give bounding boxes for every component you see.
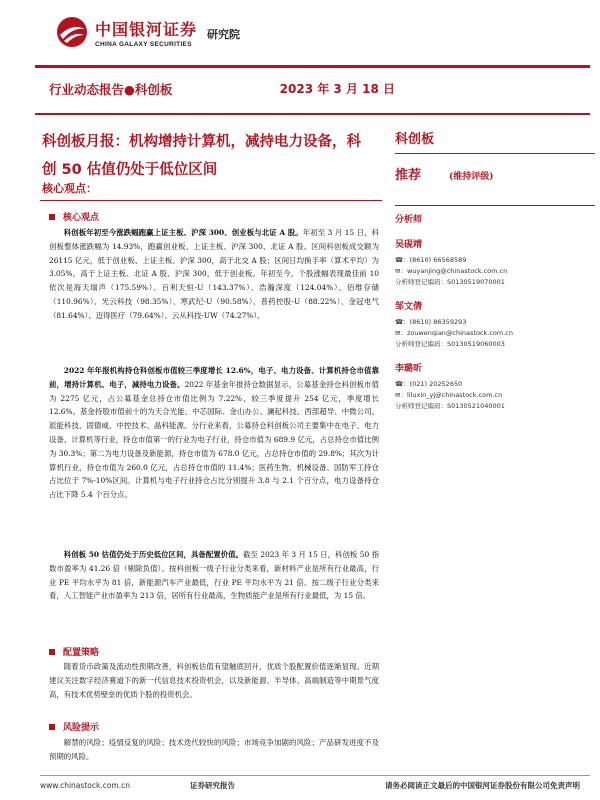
report-date: 2023 年 3 月 18 日 xyxy=(279,82,395,96)
section-title: 配置策略 xyxy=(63,648,100,658)
section-strategy-heading xyxy=(49,645,99,658)
section-core-heading xyxy=(49,210,99,223)
analyst-name: 吴砚靖 xyxy=(395,240,423,250)
galaxy-logo-icon xyxy=(55,15,89,49)
analyst-phone: ☎：(8610) 86359293 xyxy=(395,318,467,326)
logo-cn-text: 中国银河证券 xyxy=(95,19,198,39)
analyst-name: 李璐昕 xyxy=(395,364,423,374)
analyst-card xyxy=(395,237,595,287)
analyst-card xyxy=(395,299,595,349)
analyst-email[interactable]: ✉：wuyanjing@chinastock.com.cn xyxy=(395,267,508,275)
report-title: 科创板月报：机构增持计算机，减持电力设备，科创 50 估值仍处于低位区间 xyxy=(42,134,361,178)
analyst-cert: 分析师登记编码：S0130521040001 xyxy=(395,402,505,410)
section-risk-heading xyxy=(49,720,99,733)
rating-row xyxy=(395,153,595,183)
analyst-email[interactable]: ✉：liluxin_yj@chinastock.com.cn xyxy=(395,391,503,399)
institute-label: 研究院 xyxy=(207,28,241,41)
paragraph-body: 截至 2023 年 3 月 15 日，科创板 50 指数市盈率为 41.26 倍（剔除负值）。按科创板一级子行业分类来看，新材料产业是所有行业最高，行业 PE 平均水平为 81 倍，新能源汽车产业最低，行业 PE 平均水平为 21 倍。按二级子行业分类来看，人工智能产业市盈率为 213 倍，居所有行业最高，生物质能产业是所有行业最低，为 15 倍。 xyxy=(49,550,379,601)
core-paragraph-1 xyxy=(49,226,379,323)
footer-disclaimer: 请务必阅读正文最后的中国银河证券股份有限公司免责声明 xyxy=(385,781,580,790)
analyst-name: 邹文倩 xyxy=(395,302,423,312)
analyst-card xyxy=(395,361,595,411)
paragraph-lead: 科创板年初至今涨跌幅跑赢上证主板、沪深 300、创业板与北证 A 股。 xyxy=(63,228,303,237)
rating-label: 推荐 xyxy=(395,168,422,183)
analyst-cert: 分析师登记编码：S0130519070001 xyxy=(395,278,505,286)
report-type: 行业动态报告●科创板 xyxy=(49,82,173,97)
paragraph-lead: 科创板 50 估值仍处于历史低位区间，具备配置价值。 xyxy=(63,550,244,559)
core-paragraph-2 xyxy=(49,364,379,502)
rating-note: (维持评级) xyxy=(449,172,494,182)
sidebar xyxy=(395,128,595,411)
analyst-cert: 分析师登记编码：S0130519060003 xyxy=(395,340,505,348)
paragraph-body: 2022 年基金年报持仓数据显示，公募基金持仓科创板市值为 2275 亿元，占公募基金总持仓市值比例为 7.22%，较三季度提升 254 亿元，季度增长 12.6%。基金持股市值前十的为天合光能、中芯国际、金山办公、澜起科技、西部超导、中微公司、派能科技、固德威、中控技术、晶科能源。分行业来看，公募持仓科创板公司主要集中在电子、电力设备、计算机等行业，持仓市值第一的行业为电子行业，持仓市值为 689.9 亿元，占总持仓市值比例为 30.3%；第二为电力设备及新能源，持仓市值为 678.0 亿元，占总持仓市值的 29.8%；其次为计算机行业，持仓市值为 260.0 亿元，占总持仓市值的 11.4%；医药生物、机械设备、国防军工持仓占比位于 7%-10%区间。计算机与电子行业持仓占比分别提升 3.8 与 2.1 个百分点，电力设备持仓占比下降 5.4 个百分点。 xyxy=(49,379,379,500)
section-bullet-icon xyxy=(49,649,55,655)
section-title: 风险提示 xyxy=(63,723,100,733)
report-header-bar xyxy=(35,65,590,115)
company-logo xyxy=(55,12,315,52)
risk-paragraph: 解禁的风险；疫情反复的风险；技术迭代较快的风险；市场竞争加剧的风险；产品研发进度不及预期的风险。 xyxy=(49,738,379,761)
paragraph-body: 年初至 3 月 15 日，科创板整体涨跌幅为 14.93%，跑赢创业板、上证主板、沪深 300、北证 A 股。区间科创板成交额为 26115 亿元，低于创业板、上证主板、沪深 300，高于北交 A 股；区间日均换手率（算术平均）为 3.05%，高于上证主板、北证 A 股、沪深 300，低于创业板。年初至今，个股涨幅表现最佳前 10 依次是海天瑞声（175.59%）、百利天恒-U（143.37%）、浩瀚深度（124.04%）、佰维存储（110.96%）、光云科技（98.35%）、寒武纪-U（90.58%）、普药控股-U（88.22%）、金冠电气（81.64%）、迈得医疗（79.64%）、云从科技-UW（74.27%）。 xyxy=(49,228,379,320)
footer xyxy=(40,775,590,795)
sector-label: 科创板 xyxy=(395,132,435,147)
footer-website-link[interactable]: www.chinastock.com.cn xyxy=(40,781,130,790)
paragraph-lead: 2022 年年报机构持仓科创板市值较三季度增长 12.6%，电子、电力设备、计算机持仓市值靠前，增持计算机、电子，减持电力设备。 xyxy=(49,366,379,389)
footer-doc-type: 证券研究报告 xyxy=(190,781,235,790)
section-bullet-icon xyxy=(49,214,55,220)
analyst-phone: ☎：(021) 20252650 xyxy=(395,380,463,388)
core-label: 核心观点： xyxy=(42,182,97,195)
analyst-phone: ☎：(8610) 66568589 xyxy=(395,256,467,264)
logo-en-text: CHINA GALAXY SECURITIES xyxy=(95,40,192,48)
analyst-heading: 分析师 xyxy=(395,205,595,225)
analyst-email[interactable]: ✉：zouwenqian@chinastock.com.cn xyxy=(395,329,513,337)
core-paragraph-3 xyxy=(49,548,379,603)
section-title: 核心观点 xyxy=(63,213,100,223)
strategy-paragraph: 随着货币政策及流动性预期改善，科创板估值有望触底回升，优质个股配置价值逐渐显现。近期建议关注数字经济赛道下的新一代信息技术投资机会，以及新能源、半导体、高端制造等中期景气度高，有技术优势壁垒的优质个股的投资机会。 xyxy=(49,662,379,699)
section-bullet-icon xyxy=(49,724,55,730)
